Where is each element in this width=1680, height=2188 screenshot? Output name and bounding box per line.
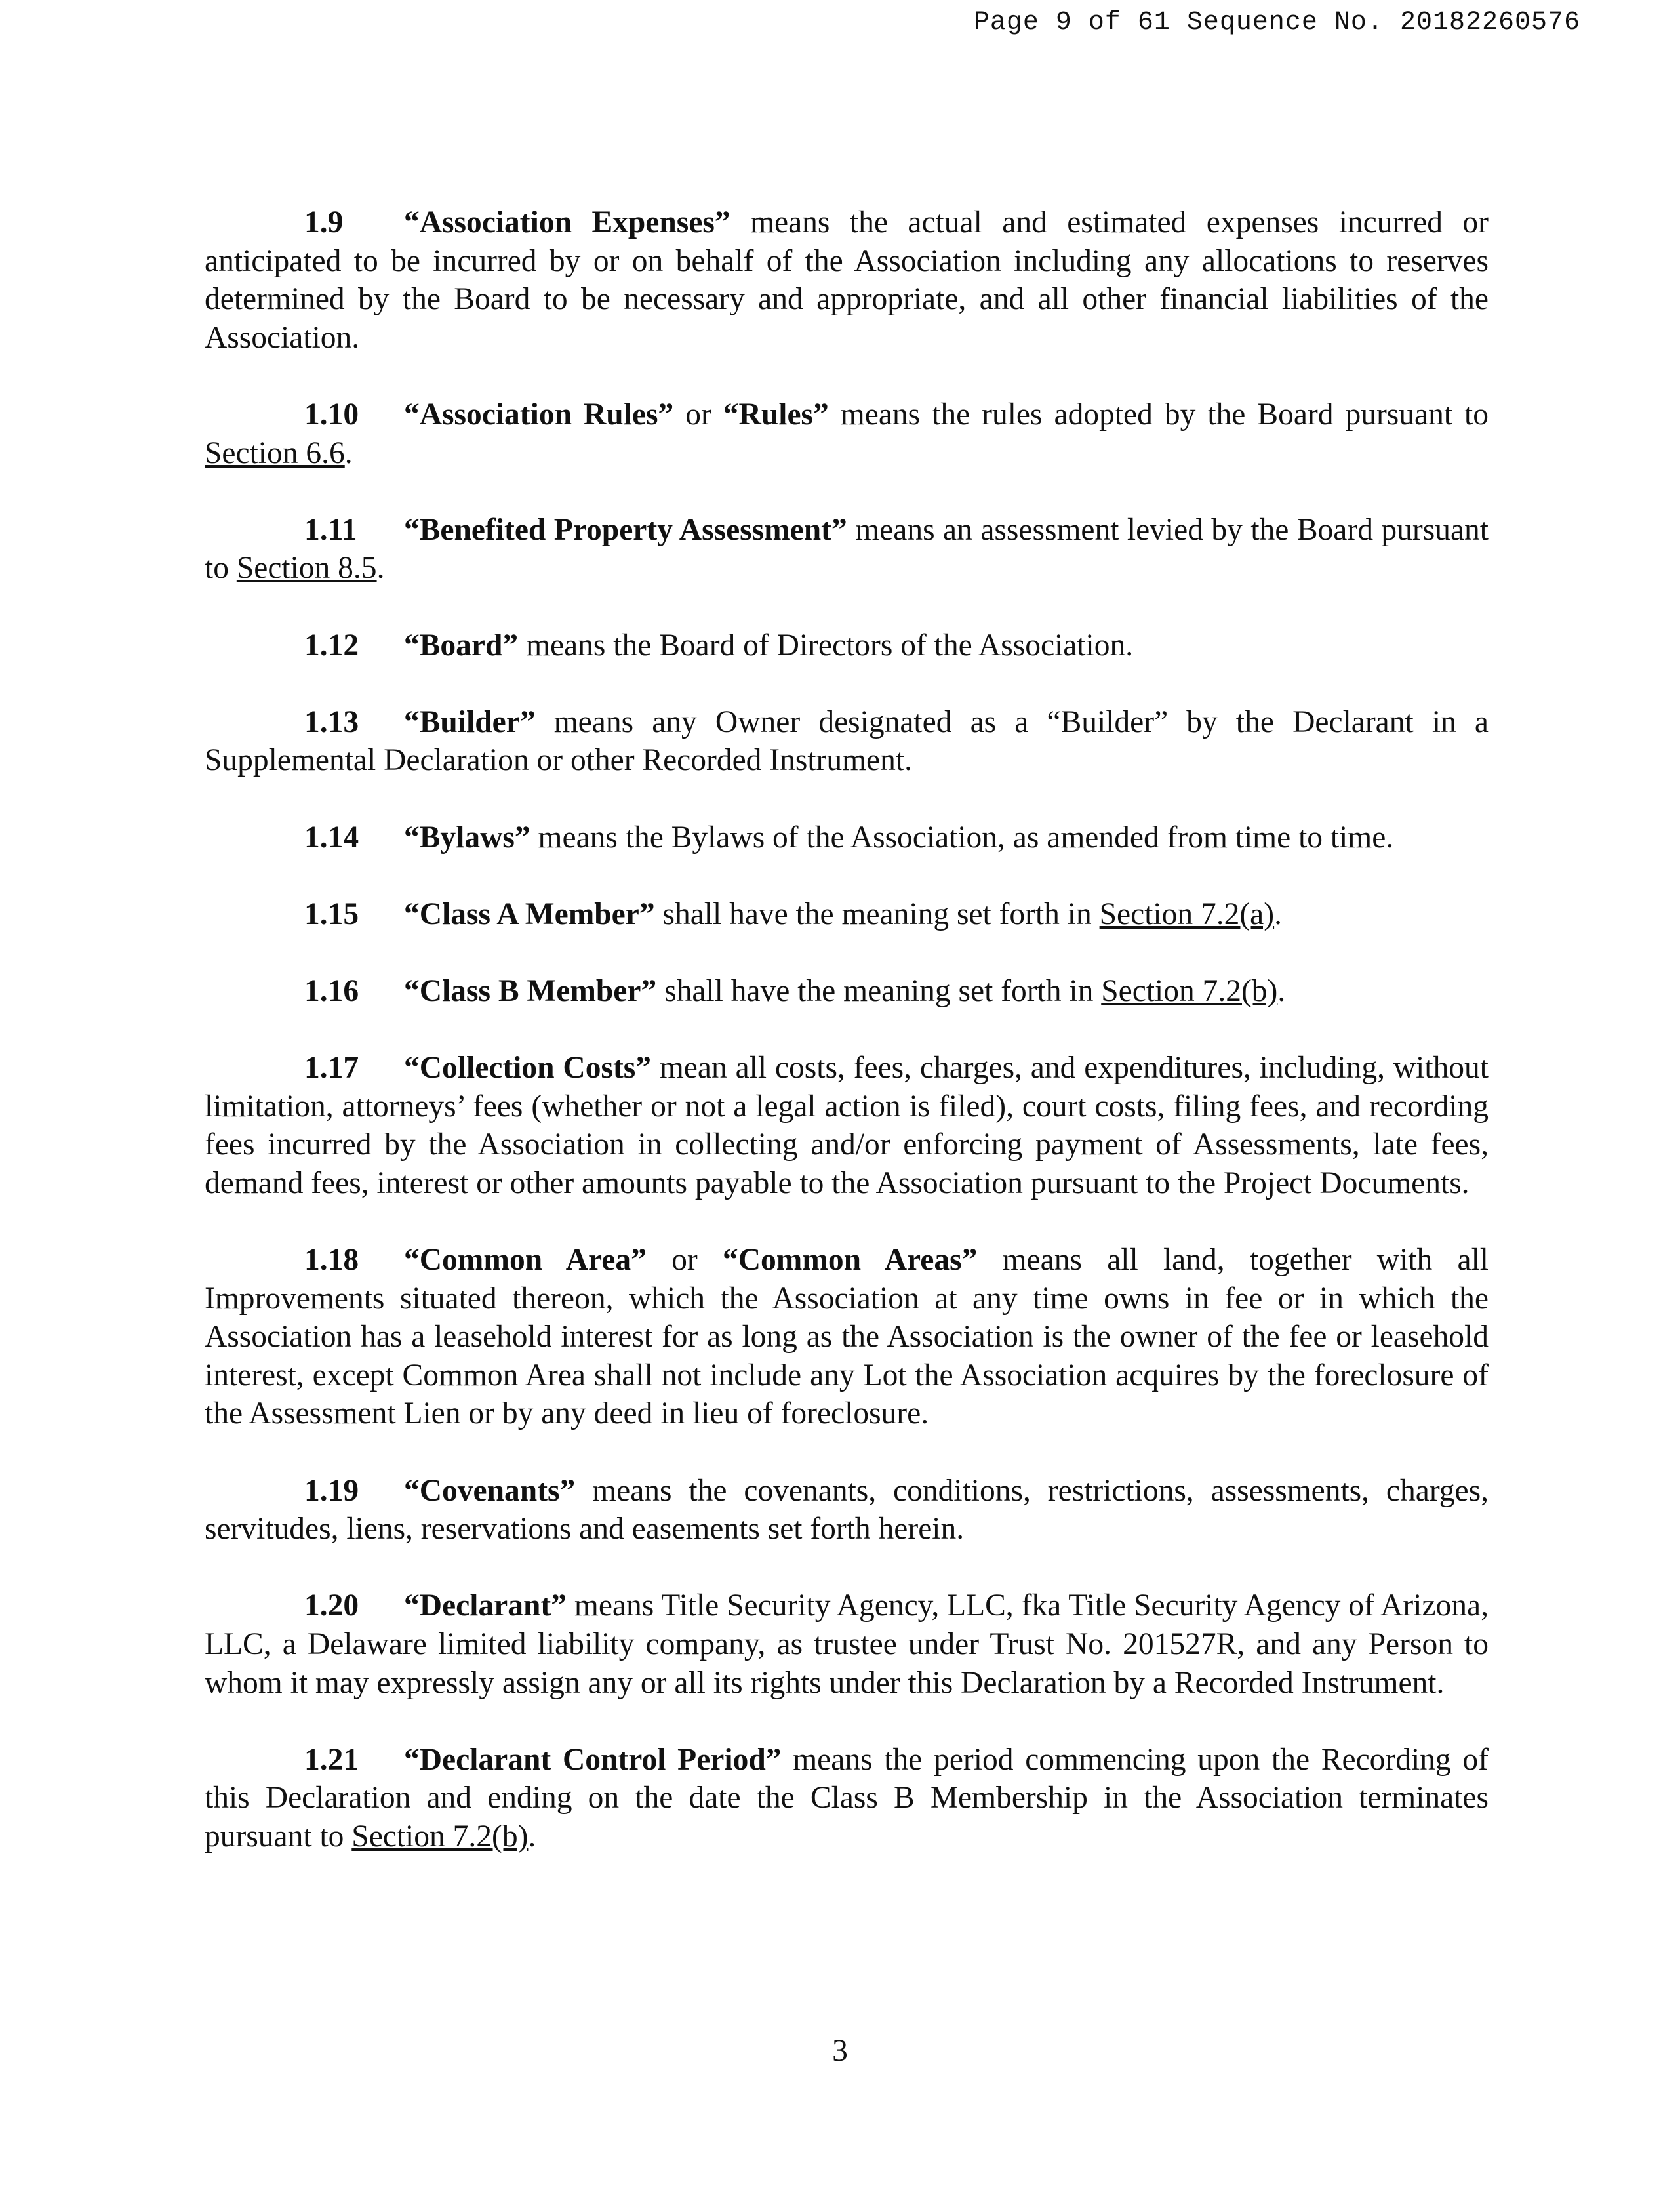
section-number: 1.10 [304,397,359,432]
defined-term-alt: “Rules” [723,397,829,432]
term-connector: or [673,397,723,432]
definition-end: . [1274,897,1282,931]
section-number: 1.19 [304,1473,359,1508]
definition-text: mean all costs, fees, charges, and expenditures, including, without limitation, attorneys’ fees (whether or not a legal action is filed), court costs, filing fees, and recording fees incurred by the Association in collecting and/or enforcing payment of Assessments, late fees, demand fees, interest or other amounts payable to the Association pursuant to the Project Documents. [205,1051,1489,1200]
defined-term: “Collection Costs” [404,1051,651,1085]
section-reference: Section 7.2(b) [1101,973,1278,1008]
defined-term: “Class B Member” [404,973,657,1008]
definition-text: shall have the meaning set forth in [654,897,1100,931]
definition-1-11 [205,511,1489,588]
defined-term: “Declarant Control Period” [404,1742,782,1777]
section-number: 1.11 [304,512,357,547]
definition-1-20 [205,1587,1489,1702]
defined-term: “Benefited Property Assessment” [404,512,847,547]
defined-term-alt: “Common Areas” [722,1243,978,1278]
definition-end: . [344,436,353,470]
definition-text: shall have the meaning set forth in [656,973,1102,1008]
definition-text: means all land, together with all Improvements situated thereon, which the Association at any time owns in fee or in which the Association has a leasehold interest for as long as the Association is the owner of the fee or leasehold interest, except Common Area shall not include any Lot the Association acquires by the foreclosure of the Assessment Lien or by any deed in lieu of foreclosure. [205,1243,1489,1431]
section-number: 1.9 [304,205,344,239]
definition-1-12 [205,626,1489,665]
section-number: 1.15 [304,897,359,931]
page-sequence-header: Page 9 of 61 Sequence No. 20182260576 [973,8,1580,37]
definition-1-17 [205,1049,1489,1202]
section-reference: Section 7.2(a) [1099,897,1275,931]
section-reference: Section 7.2(b) [351,1819,529,1854]
definition-1-18 [205,1241,1489,1433]
section-number: 1.16 [304,973,359,1008]
definition-1-16 [205,972,1489,1011]
section-number: 1.14 [304,820,359,855]
definition-1-15 [205,895,1489,934]
definition-text: means the period commencing upon the Recording of this Declaration and ending on the date the Class B Membership in the Association terminates pursuant to [205,1742,1489,1854]
definition-text: means Title Security Agency, LLC, fka Title Security Agency of Arizona, LLC, a Delaware limited liability company, as trustee under Trust No. 201527R, and any Person to whom it may expressly assign any or all its rights under this Declaration by a Recorded Instrument. [205,1589,1489,1700]
section-number: 1.20 [304,1589,359,1623]
definitions-list [205,203,1489,1894]
defined-term: “Association Expenses” [404,205,730,239]
definition-1-10 [205,395,1489,472]
section-reference: Section 6.6 [205,436,345,470]
defined-term: “Bylaws” [404,820,530,855]
definition-text: means the rules adopted by the Board pursuant to [828,397,1489,432]
section-number: 1.18 [304,1243,359,1278]
defined-term: “Common Area” [404,1243,647,1278]
definition-text: means the Board of Directors of the Association. [518,628,1134,662]
definition-text: means an assessment levied by the Board pursuant to [205,512,1489,586]
defined-term: “Covenants” [404,1473,576,1508]
definition-1-14 [205,819,1489,857]
definition-end: . [1277,973,1286,1008]
defined-term: “Builder” [404,704,536,739]
definition-1-9 [205,203,1489,357]
section-number: 1.17 [304,1051,359,1085]
definition-text: means the actual and estimated expenses incurred or anticipated to be incurred by or on behalf of the Association including any allocations to reserves determined by the Board to be necessary and appropriate, and all other financial liabilities of the Association. [205,205,1489,355]
definition-end: . [376,551,385,586]
defined-term: “Declarant” [404,1589,567,1623]
defined-term: “Association Rules” [404,397,674,432]
page-number: 3 [832,2034,848,2068]
defined-term: “Board” [404,628,519,662]
defined-term: “Class A Member” [404,897,655,931]
definition-1-13 [205,703,1489,780]
section-number: 1.21 [304,1742,359,1777]
term-connector: or [646,1243,723,1278]
definition-text: means the Bylaws of the Association, as amended from time to time. [530,820,1394,855]
definition-end: . [528,1819,536,1854]
definition-1-21 [205,1741,1489,1856]
section-reference: Section 8.5 [236,551,377,586]
definition-text: means any Owner designated as a “Builder” by the Declarant in a Supplemental Declaration or other Recorded Instrument. [205,704,1489,778]
definition-1-19 [205,1472,1489,1549]
section-number: 1.13 [304,704,359,739]
definition-text: means the covenants, conditions, restrictions, assessments, charges, servitudes, liens, reservations and easements set forth herein. [205,1473,1489,1547]
section-number: 1.12 [304,628,359,662]
